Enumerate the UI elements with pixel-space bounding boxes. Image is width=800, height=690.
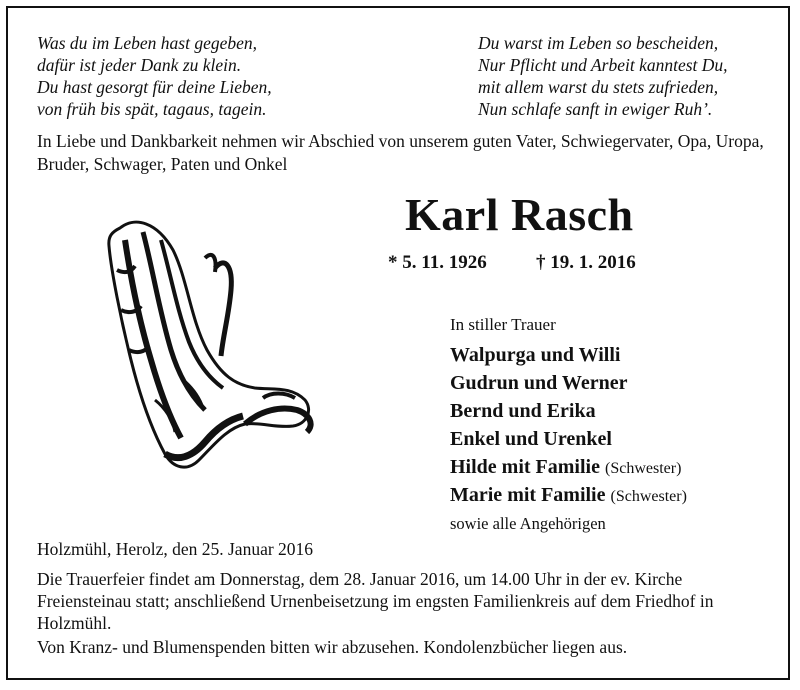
death-date: † 19. 1. 2016 <box>536 252 636 273</box>
poem-right <box>478 32 728 120</box>
mourners-block <box>450 315 687 534</box>
mourner-name: Gudrun und Werner <box>450 372 628 394</box>
place-date: Holzmühl, Herolz, den 25. Januar 2016 <box>37 539 314 559</box>
ceremony-text: Die Trauerfeier findet am Donnerstag, dem 28. Januar 2016, um 14.00 Uhr in der ev. Kirche Freiensteinau statt; anschließend Urnenbeisetzung im engsten Familienkreis auf dem Friedhof in Holzmühl. <box>37 569 714 633</box>
intro-text: In Liebe und Dankbarkeit nehmen wir Abschied von unserem guten Vater, Schwiegervater, Opa, Uropa, Bruder, Schwager, Paten und Onkel <box>37 131 764 174</box>
poem-line: Nun schlafe sanft in ewiger Ruh’. <box>478 99 713 119</box>
mourners-heading: In stiller Trauer <box>450 315 556 334</box>
poem-left <box>37 32 272 120</box>
mourner-name: Walpurga und Willi <box>450 344 621 366</box>
donation-note: Von Kranz- und Blumenspenden bitten wir abzusehen. Kondolenzbücher liegen aus. <box>37 637 628 657</box>
poem-line: Was du im Leben hast gegeben, <box>37 33 258 53</box>
mourner-name: Marie mit Familie (Schwester) <box>450 484 687 506</box>
praying-hands-icon <box>95 210 330 485</box>
poem-line: Du warst im Leben so bescheiden, <box>478 33 719 53</box>
mourner-name: Bernd und Erika <box>450 400 596 422</box>
deceased-name: Karl Rasch <box>405 189 634 240</box>
mourner-name: Enkel und Urenkel <box>450 428 612 450</box>
poem-line: Nur Pflicht und Arbeit kanntest Du, <box>478 55 728 75</box>
poem-line: dafür ist jeder Dank zu klein. <box>37 55 242 75</box>
poem-line: von früh bis spät, tagaus, tagein. <box>37 99 267 119</box>
poem-line: mit allem warst du stets zufrieden, <box>478 77 719 97</box>
birth-date: * 5. 11. 1926 <box>388 252 487 273</box>
mourners-closing: sowie alle Angehörigen <box>450 514 606 533</box>
mourner-name: Hilde mit Familie (Schwester) <box>450 456 682 478</box>
poem-line: Du hast gesorgt für deine Lieben, <box>37 77 272 97</box>
